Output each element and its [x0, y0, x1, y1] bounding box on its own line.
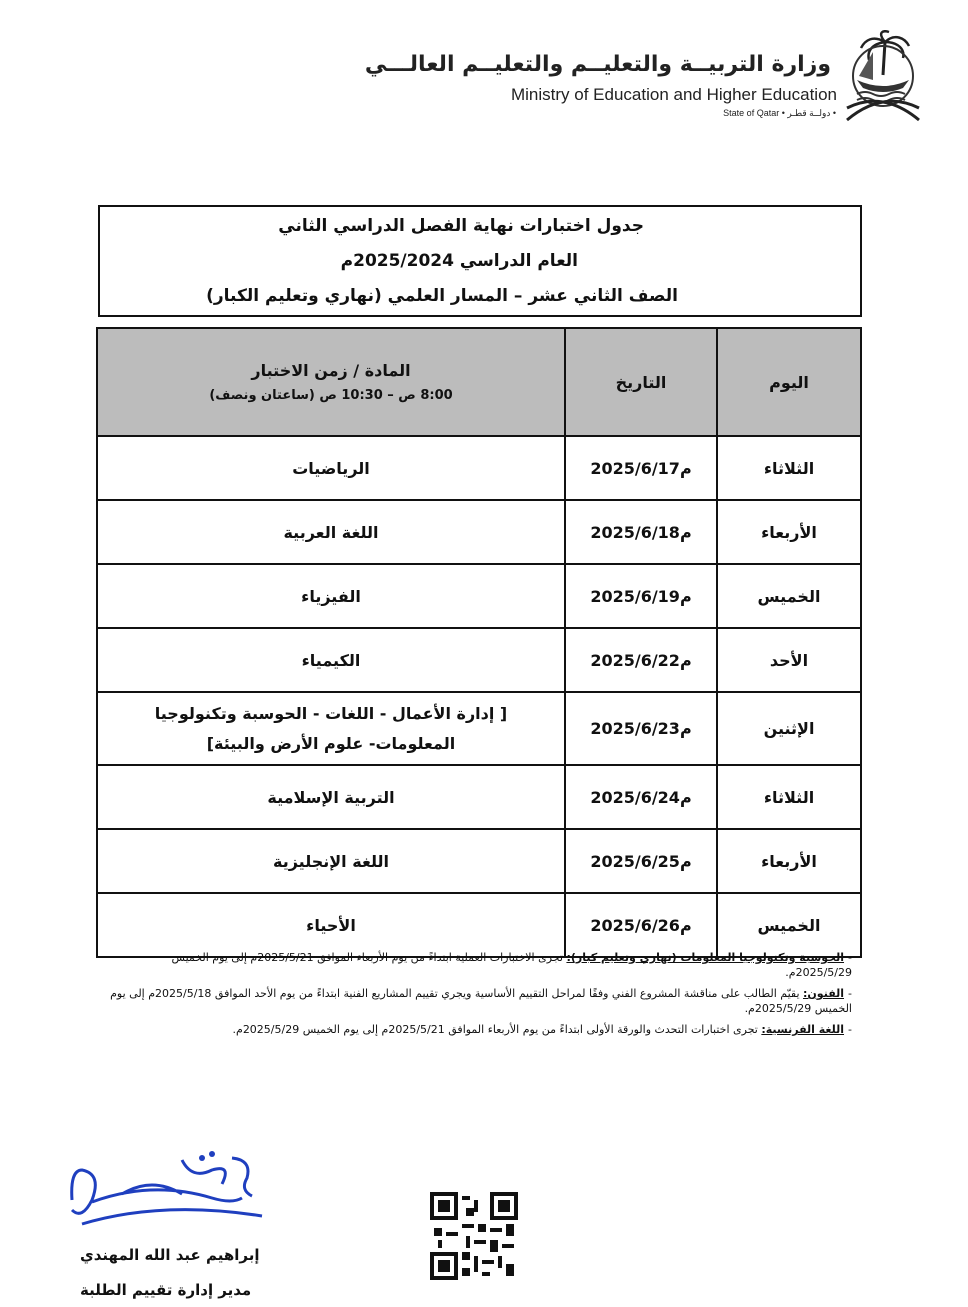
note-text: يقيّم الطالب على مناقشة المشروع الفني وفقًا لمراحل التقييم الأساسية ويجري تقييم المشاريع الفنية ابتداءً من يوم الأحد الموافق 2025/5/18م إلى يوم الخميس 2025/5/29م. [110, 987, 852, 1015]
table-header-row [97, 328, 861, 436]
row-day: الأربعاء [717, 500, 861, 564]
table-row [97, 893, 861, 957]
note-label: الحوسبة وتكنولوجيا المعلومات (نهاري وتعليم كبار): [566, 951, 845, 964]
signature-icon [62, 1140, 272, 1240]
row-day: الإثنين [717, 692, 861, 765]
row-date: 2025/6/17م [565, 436, 717, 500]
table-row [97, 692, 861, 765]
row-subject: التربية الإسلامية [97, 765, 565, 829]
row-subject: الكيمياء [97, 628, 565, 692]
header-subject [97, 328, 565, 436]
row-date: 2025/6/26م [565, 893, 717, 957]
row-subject: اللغة الإنجليزية [97, 829, 565, 893]
note-text: تجرى اختبارات التحدث والورقة الأولى ابتداءً من يوم الأربعاء الموافق 2025/5/21م إلى يوم الخميس 2025/5/29م. [232, 1023, 762, 1036]
table-row [97, 436, 861, 500]
table-row [97, 765, 861, 829]
row-day: الثلاثاء [717, 436, 861, 500]
row-date: 2025/6/18م [565, 500, 717, 564]
row-day: الثلاثاء [717, 765, 861, 829]
row-subject: الرياضيات [97, 436, 565, 500]
note-text: تجرى الاختبارات العملية ابتداءً من يوم الأربعاء الموافق 2025/5/21م إلى يوم الخميس 2025/5/29م. [171, 951, 852, 979]
note-label: الفنون: [803, 987, 845, 1000]
note-arts: -الفنون: يقيّم الطالب على مناقشة المشروع الفني وفقًا لمراحل التقييم الأساسية ويجري تقييم المشاريع الفنية ابتداءً من يوم الأحد الموافق 2025/5/18م إلى يوم الخميس 2025/5/29م. [110, 987, 852, 1015]
row-date: 2025/6/19م [565, 564, 717, 628]
table-row [97, 628, 861, 692]
table-row [97, 500, 861, 564]
row-date: 2025/6/22م [565, 628, 717, 692]
schedule-title: جدول اختبارات نهاية الفصل الدراسي الثاني [278, 216, 644, 236]
row-day: الخميس [717, 893, 861, 957]
qr-code-icon [430, 1192, 518, 1280]
grade-track: الصف الثاني عشر – المسار العلمي (نهاري وتعليم الكبار) [206, 286, 678, 306]
notes-section [110, 950, 852, 1043]
row-date: 2025/6/23م [565, 692, 717, 765]
row-day: الخميس [717, 564, 861, 628]
title-box [98, 205, 862, 317]
exam-schedule-table [96, 327, 862, 958]
signatory-title: مدير إدارة تقييم الطلبة [80, 1281, 252, 1299]
row-subject: الفيزياء [97, 564, 565, 628]
header-subject-label: المادة / زمن الاختبار [251, 361, 411, 380]
note-computing: -الحوسبة وتكنولوجيا المعلومات (نهاري وتعليم كبار): تجرى الاختبارات العملية ابتداءً من يوم الأربعاء الموافق 2025/5/21م إلى يوم الخميس 2025/5/29م. [171, 951, 852, 979]
academic-year: العام الدراسي 2025/2024م [340, 251, 578, 271]
row-day: الأحد [717, 628, 861, 692]
header-date: التاريخ [565, 328, 717, 436]
row-date: 2025/6/24م [565, 765, 717, 829]
header-day: اليوم [717, 328, 861, 436]
note-french: -اللغة الفرنسية: تجرى اختبارات التحدث والورقة الأولى ابتداءً من يوم الأربعاء الموافق 2025/5/21م إلى يوم الخميس 2025/5/29م. [232, 1023, 852, 1036]
ministry-name-arabic: وزارة التربيــة والتعليــم والتعليــم العالـــي [364, 52, 831, 77]
row-subject: [ إدارة الأعمال - اللغات - الحوسبة وتكنولوجيا المعلومات- علوم الأرض والبيئة] [97, 692, 565, 765]
row-day: الأربعاء [717, 829, 861, 893]
signatory-name: إبراهيم عبد الله المهندي [80, 1246, 260, 1264]
row-subject: الأحياء [97, 893, 565, 957]
ministry-name-english: Ministry of Education and Higher Education [510, 85, 837, 104]
header-subject-time: 8:00 ص – 10:30 ص (ساعتان ونصف) [209, 388, 453, 403]
table-row [97, 564, 861, 628]
table-row [97, 829, 861, 893]
qatar-emblem-icon [843, 30, 923, 125]
row-date: 2025/6/25م [565, 829, 717, 893]
note-label: اللغة الفرنسية: [761, 1023, 845, 1036]
state-line: State of Qatar • دولــة قطـر • [723, 108, 836, 118]
row-subject: اللغة العربية [97, 500, 565, 564]
